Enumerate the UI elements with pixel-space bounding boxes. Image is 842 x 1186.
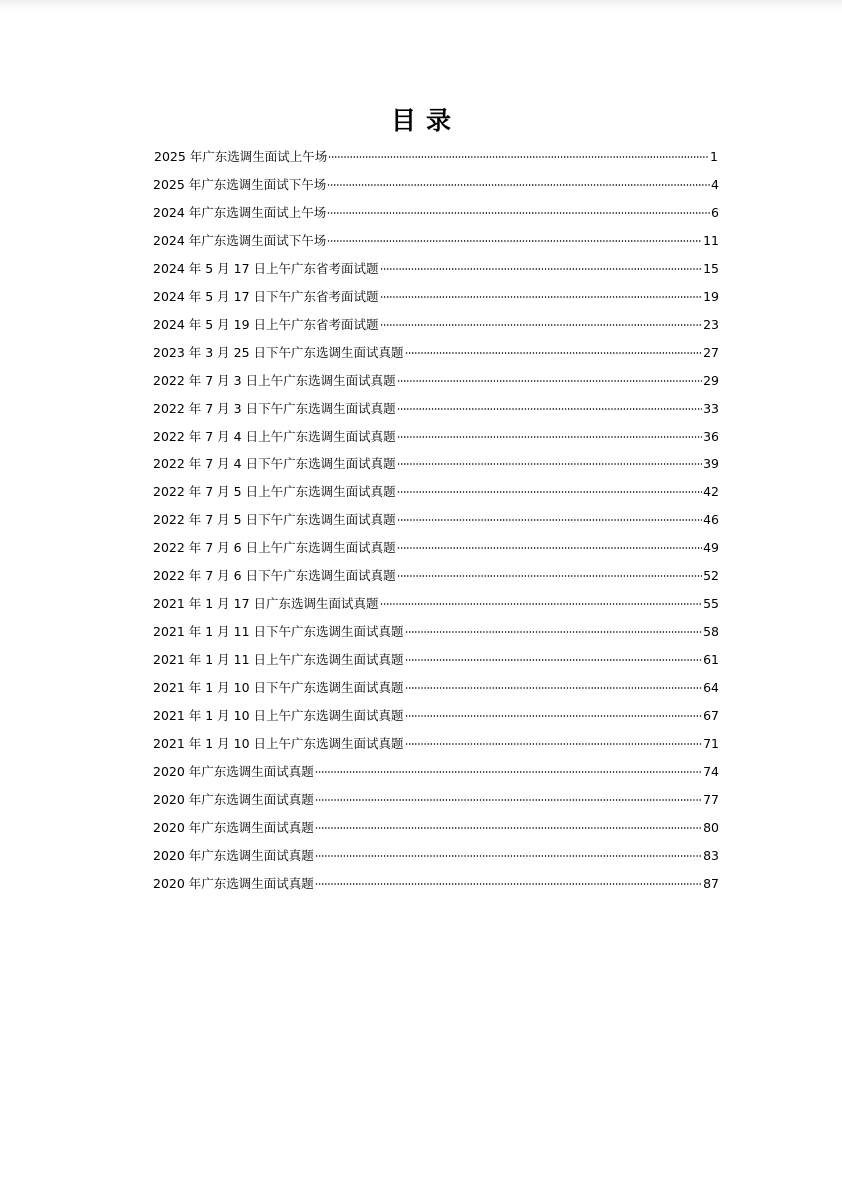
toc-dot-leader: [405, 659, 703, 661]
page-top-shadow: [0, 0, 842, 10]
toc-entry[interactable]: [153, 395, 719, 423]
toc-entry[interactable]: [153, 702, 719, 730]
toc-entry-label: 2021 年 1 月 10 日下午广东选调生面试真题: [153, 680, 404, 696]
toc-entry-label: 2021 年 1 月 11 日上午广东选调生面试真题: [153, 652, 404, 668]
toc-dot-leader: [315, 799, 702, 801]
toc-entry[interactable]: [153, 786, 719, 814]
toc-entry-label: 2022 年 7 月 6 日上午广东选调生面试真题: [153, 540, 396, 556]
toc-entry-label: 2022 年 7 月 3 日下午广东选调生面试真题: [153, 400, 396, 416]
toc-entry-label: 2023 年 3 月 25 日下午广东选调生面试真题: [153, 344, 404, 360]
toc-dot-leader: [315, 855, 702, 857]
toc-entry[interactable]: [153, 506, 719, 534]
toc-entry-page-number: 83: [703, 847, 719, 863]
toc-entry-label: 2020 年广东选调生面试真题: [153, 847, 314, 863]
toc-entry-page-number: 52: [703, 568, 719, 584]
toc-entry[interactable]: [153, 842, 719, 870]
toc-entry-page-number: 87: [703, 875, 719, 891]
toc-entry-label: 2022 年 7 月 4 日下午广东选调生面试真题: [153, 456, 396, 472]
toc-entry-page-number: 29: [703, 372, 719, 388]
toc-entry-label: 2024 年 5 月 19 日上午广东省考面试题: [153, 316, 379, 332]
toc-entry[interactable]: [153, 367, 719, 395]
toc-entry-page-number: 55: [703, 596, 719, 612]
toc-dot-leader: [327, 184, 710, 186]
toc-entry[interactable]: [153, 227, 719, 255]
toc-entry-label: 2022 年 7 月 3 日上午广东选调生面试真题: [153, 372, 396, 388]
toc-entry-page-number: 36: [703, 428, 719, 444]
toc-entry-label: 2024 年广东选调生面试上午场: [153, 204, 327, 220]
toc-dot-leader: [315, 771, 702, 773]
toc-entry[interactable]: [153, 618, 719, 646]
toc-entry-label: 2020 年广东选调生面试真题: [153, 791, 314, 807]
toc-entry-page-number: 74: [703, 763, 719, 779]
toc-entry-label: 2021 年 1 月 10 日上午广东选调生面试真题: [153, 735, 404, 751]
toc-entry[interactable]: [153, 730, 719, 758]
toc-entry[interactable]: [153, 255, 719, 283]
toc-dot-leader: [405, 352, 703, 354]
toc-entry-page-number: 11: [703, 232, 719, 248]
toc-dot-leader: [397, 436, 703, 438]
toc-entry[interactable]: [153, 814, 719, 842]
toc-entry-label: 2020 年广东选调生面试真题: [153, 763, 314, 779]
toc-entry-page-number: 1: [710, 149, 718, 164]
toc-entry[interactable]: [153, 674, 719, 702]
toc-entry-page-number: 58: [703, 624, 719, 640]
toc-entry-label: 2025 年广东选调生面试下午场: [153, 176, 327, 192]
toc-entry[interactable]: [153, 870, 719, 898]
toc-entry[interactable]: [153, 534, 719, 562]
toc-entry-page-number: 42: [703, 484, 719, 500]
toc-dot-leader: [405, 715, 703, 717]
toc-entry[interactable]: [153, 646, 719, 674]
toc-entry[interactable]: [153, 758, 719, 786]
toc-entry-label: 2020 年广东选调生面试真题: [153, 875, 314, 891]
toc-dot-leader: [380, 296, 703, 298]
toc-entry[interactable]: [153, 171, 719, 199]
toc-entry-page-number: 71: [703, 735, 719, 751]
toc-entry-page-number: 27: [703, 344, 719, 360]
toc-entry-page-number: 19: [703, 288, 719, 304]
toc-dot-leader: [397, 463, 703, 465]
toc-entry-label: 2020 年广东选调生面试真题: [153, 819, 314, 835]
toc-entry-page-number: 80: [703, 819, 719, 835]
toc-entry-label: 2024 年 5 月 17 日上午广东省考面试题: [153, 260, 379, 276]
toc-dot-leader: [397, 380, 703, 382]
toc-entry[interactable]: [153, 283, 719, 311]
toc-dot-leader: [405, 743, 703, 745]
toc-entry-page-number: 77: [703, 791, 719, 807]
toc-entry[interactable]: [153, 450, 719, 478]
toc-entry-page-number: 15: [703, 260, 719, 276]
toc-entry-page-number: 39: [703, 456, 719, 472]
toc-entry-page-number: 46: [703, 512, 719, 528]
toc-dot-leader: [397, 575, 703, 577]
toc-dot-leader: [327, 240, 702, 242]
toc-entry[interactable]: [153, 423, 719, 451]
toc-entry[interactable]: [153, 199, 719, 227]
toc-entry-label: 2021 年 1 月 11 日下午广东选调生面试真题: [153, 624, 404, 640]
toc-dot-leader: [328, 156, 709, 158]
toc-entry[interactable]: [154, 143, 718, 171]
toc-entry[interactable]: [153, 590, 719, 618]
toc-entry[interactable]: [153, 311, 719, 339]
toc-entry-label: 2021 年 1 月 17 日广东选调生面试真题: [153, 596, 379, 612]
toc-entry-label: 2022 年 7 月 4 日上午广东选调生面试真题: [153, 428, 396, 444]
toc-entry-label: 2024 年广东选调生面试下午场: [153, 232, 327, 248]
toc-dot-leader: [380, 603, 703, 605]
toc-entry-page-number: 6: [711, 204, 719, 220]
toc-entry-page-number: 61: [703, 652, 719, 668]
toc-dot-leader: [380, 268, 703, 270]
toc-entry-label: 2022 年 7 月 5 日下午广东选调生面试真题: [153, 512, 396, 528]
toc-entry-label: 2022 年 7 月 5 日上午广东选调生面试真题: [153, 484, 396, 500]
toc-entry-label: 2024 年 5 月 17 日下午广东省考面试题: [153, 288, 379, 304]
toc-entry-page-number: 49: [703, 540, 719, 556]
toc-entry[interactable]: [153, 339, 719, 367]
toc-entry-page-number: 4: [711, 176, 719, 192]
toc-dot-leader: [397, 491, 703, 493]
toc-entry-label: 2025 年广东选调生面试上午场: [154, 149, 328, 164]
toc-dot-leader: [397, 519, 703, 521]
toc-dot-leader: [397, 408, 703, 410]
toc-dot-leader: [315, 883, 702, 885]
toc-dot-leader: [315, 827, 702, 829]
toc-dot-leader: [327, 212, 710, 214]
toc-dot-leader: [397, 547, 703, 549]
toc-dot-leader: [405, 687, 703, 689]
toc-entry[interactable]: [153, 478, 719, 506]
toc-entry-page-number: 23: [703, 316, 719, 332]
toc-entry-page-number: 64: [703, 680, 719, 696]
toc-entry-page-number: 33: [703, 400, 719, 416]
toc-title: 目录: [390, 106, 461, 135]
toc-entry-label: 2022 年 7 月 6 日下午广东选调生面试真题: [153, 568, 396, 584]
toc-dot-leader: [405, 631, 703, 633]
toc-entry[interactable]: [153, 562, 719, 590]
toc-entry-page-number: 67: [703, 708, 719, 723]
toc-dot-leader: [380, 324, 703, 326]
toc-entry-label: 2021 年 1 月 10 日上午广东选调生面试真题: [153, 708, 404, 723]
